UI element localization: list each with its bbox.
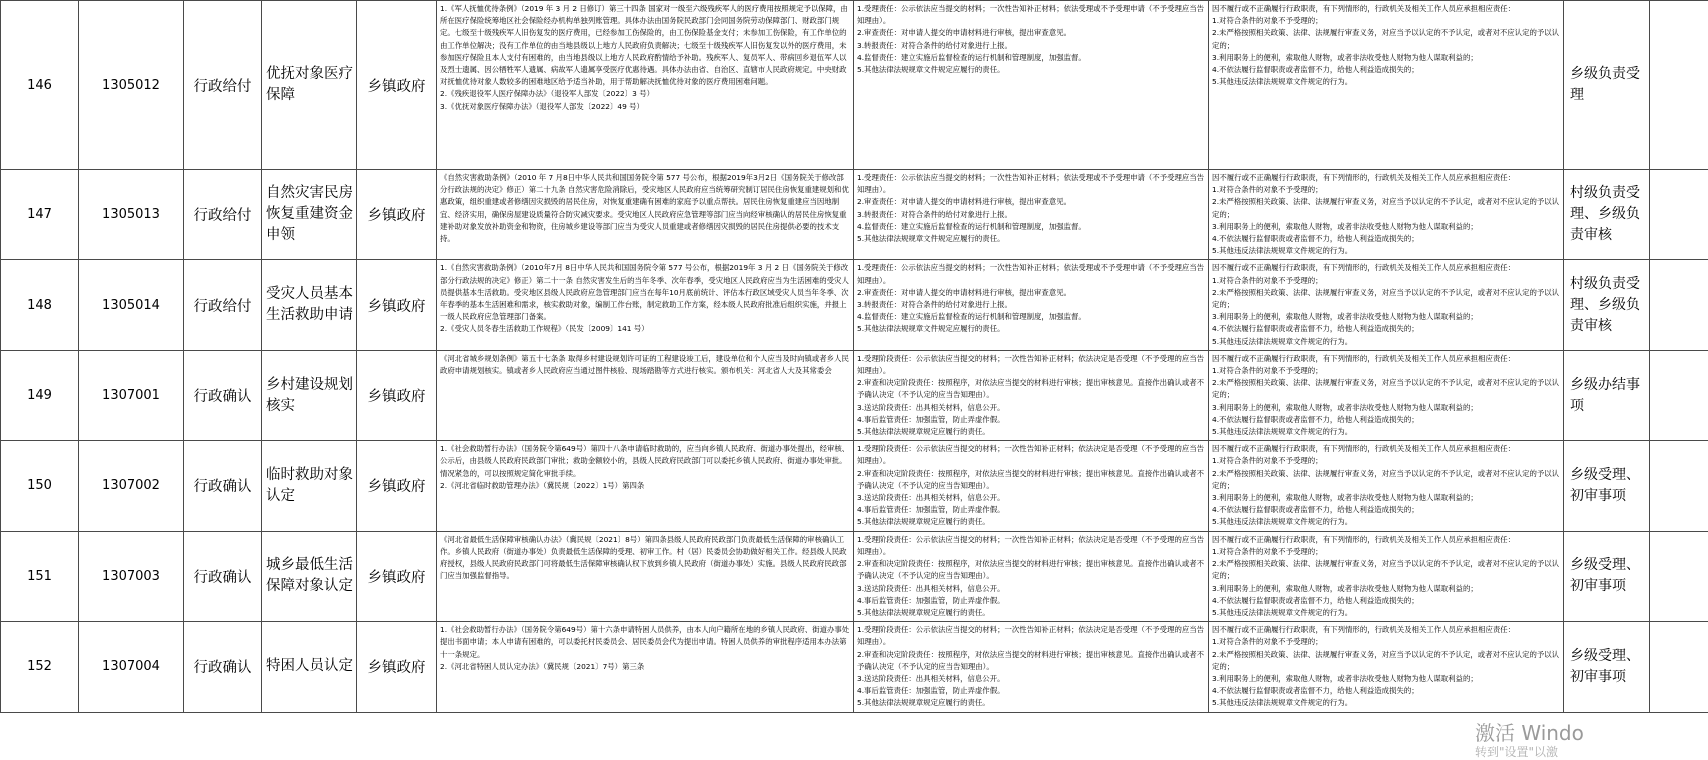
remark: 乡级办结事项 xyxy=(1564,350,1650,440)
table-row xyxy=(1,531,1708,621)
responsibility-items: 1.受理责任：公示依法应当提交的材料；一次性告知补正材料；依法受理或不予受理申请（不予受理应当告知理由）。 2.审查责任：对申请人提交的申请材料进行审核，提出审查意见。 3.转报责任：对符合条件的给付对象进行上报。 4.监督责任：建立实施后监督检查的运行机制和管理制度，加强监督。 5.其他法律法规规章文件规定应履行的责任。 xyxy=(854,170,1209,260)
item-code: 1305014 xyxy=(79,260,184,350)
empty-cell xyxy=(1650,622,1708,712)
row-index: 152 xyxy=(1,622,79,712)
responsibility-items: 1.受理责任：公示依法应当提交的材料；一次性告知补正材料；依法受理或不予受理申请（不予受理应当告知理由）。 2.审查责任：对申请人提交的申请材料进行审核，提出审查意见。 3.转报责任：对符合条件的给付对象进行上报。 4.监督责任：建立实施后监督检查的运行机制和管理制度，加强监督。 5.其他法律法规规章文件规定应履行的责任。 xyxy=(854,260,1209,350)
implementing-body: 乡镇政府 xyxy=(357,260,437,350)
activation-watermark: 激活 Windo xyxy=(1475,717,1584,746)
item-type: 行政给付 xyxy=(184,1,262,170)
item-code: 1307002 xyxy=(79,441,184,531)
remark: 乡级受理、初审事项 xyxy=(1564,441,1650,531)
responsibility-items: 1.受理阶段责任：公示依法应当提交的材料；一次性告知补正材料；依法决定是否受理（不予受理的应当告知理由）。 2.审查和决定阶段责任：按照程序，对依法应当提交的材料进行审核；提出审核意见。直接作出确认或者不予确认决定（不予认定的应当告知理由）。 3.送达阶段责任：出具相关材料，信息公开。 4.事后监管责任：加强监管，防止弄虚作假。 5.其他法律法规规章规定应履行的责任。 xyxy=(854,622,1209,712)
implementing-body: 乡镇政府 xyxy=(357,441,437,531)
remark: 乡级受理、初审事项 xyxy=(1564,531,1650,621)
empty-cell xyxy=(1650,350,1708,440)
item-code: 1305013 xyxy=(79,170,184,260)
implementing-body: 乡镇政府 xyxy=(357,350,437,440)
item-code: 1307004 xyxy=(79,622,184,712)
row-index: 148 xyxy=(1,260,79,350)
item-type: 行政确认 xyxy=(184,622,262,712)
responsibility-items: 1.受理阶段责任：公示依法应当提交的材料；一次性告知补正材料；依法决定是否受理（不予受理的应当告知理由）。 2.审查和决定阶段责任：按照程序，对依法应当提交的材料进行审核；提出审核意见。直接作出确认或者不予确认决定（不予认定的应当告知理由）。 3.送达阶段责任：出具相关材料，信息公开。 4.事后监管责任：加强监管，防止弄虚作假。 5.其他法律法规规章规定应履行的责任。 xyxy=(854,531,1209,621)
table-row xyxy=(1,441,1708,531)
empty-cell xyxy=(1650,170,1708,260)
item-type: 行政给付 xyxy=(184,170,262,260)
item-name: 受灾人员基本生活救助申请 xyxy=(262,260,357,350)
accountability-items: 因不履行或不正确履行行政职责，有下列情形的，行政机关及相关工作人员应承担相应责任： 1.对符合条件的对象不予受理的； 2.未严格按照相关政策、法律、法规履行审查义务，对应当予以认定的不予认定，或者对不应认定的予以认定的； 3.利用职务上的便利，索取他人财物，或者非法收受他人财物为他人谋取利益的； 4.不依法履行监督职责或者监督不力，给他人利益造成损失的； 5.其他违反法律法规规章文件规定的行为。 xyxy=(1209,531,1564,621)
legal-basis: 《河北省城乡规划条例》第五十七条条 取得乡村建设规划许可证的工程建设竣工后，建设单位和个人应当及时向镇或者乡人民政府申请规划核实。镇或者乡人民政府应当通过图件核验、现场踏勘等方式进行核实。颁布机关：河北省人大及其常委会 xyxy=(437,350,854,440)
row-index: 147 xyxy=(1,170,79,260)
item-code: 1307003 xyxy=(79,531,184,621)
legal-basis: 《自然灾害救助条例》（2010 年 7 月8日中华人民共和国国务院令第 577 号公布，根据2019年3月2日《国务院关于修改部分行政法规的决定》修正）第二十九条 自然灾害危险消除后，受灾地区人民政府应当统筹研究制订居民住房恢复重建规划和优惠政策，组织重建或者修缮因灾损毁的居民住房，对恢复重建确有困难的家庭予以重点帮扶。居民住房恢复重建应当因地制宜、经济实用，确保房屋建设质量符合防灾减灾要求。受灾地区人民政府应急管理等部门应当向经审核确认的居民住房恢复重建补助对象发放补助资金和物资，住房城乡建设等部门应当为受灾人员重建或者修缮因灾损毁的居民住房提供必要的技术支持。 xyxy=(437,170,854,260)
table-row xyxy=(1,350,1708,440)
item-name: 乡村建设规划核实 xyxy=(262,350,357,440)
item-type: 行政给付 xyxy=(184,260,262,350)
implementing-body: 乡镇政府 xyxy=(357,170,437,260)
accountability-items: 因不履行或不正确履行行政职责，有下列情形的，行政机关及相关工作人员应承担相应责任： 1.对符合条件的对象不予受理的； 2.未严格按照相关政策、法律、法规履行审查义务，对应当予以认定的不予认定，或者对不应认定的予以认定的； 3.利用职务上的便利，索取他人财物，或者非法收受他人财物为他人谋取利益的； 4.不依法履行监督职责或者监督不力，给他人利益造成损失的； 5.其他违反法律法规规章文件规定的行为。 xyxy=(1209,260,1564,350)
implementing-body: 乡镇政府 xyxy=(357,531,437,621)
accountability-items: 因不履行或不正确履行行政职责，有下列情形的，行政机关及相关工作人员应承担相应责任： 1.对符合条件的对象不予受理的； 2.未严格按照相关政策、法律、法规履行审查义务，对应当予以认定的不予认定，或者对不应认定的予以认定的； 3.利用职务上的便利，索取他人财物，或者非法收受他人财物为他人谋取利益的； 4.不依法履行监督职责或者监督不力，给他人利益造成损失的； 5.其他违反法律法规规章文件规定的行为。 xyxy=(1209,350,1564,440)
accountability-items: 因不履行或不正确履行行政职责，有下列情形的，行政机关及相关工作人员应承担相应责任： 1.对符合条件的对象不予受理的； 2.未严格按照相关政策、法律、法规履行审查义务，对应当予以认定的不予认定，或者对不应认定的予以认定的； 3.利用职务上的便利，索取他人财物，或者非法收受他人财物为他人谋取利益的； 4.不依法履行监督职责或者监督不力，给他人利益造成损失的； 5.其他违反法律法规规章文件规定的行为。 xyxy=(1209,1,1564,170)
item-name: 优抚对象医疗保障 xyxy=(262,1,357,170)
empty-cell xyxy=(1650,1,1708,170)
row-index: 151 xyxy=(1,531,79,621)
remark: 乡级负责受理 xyxy=(1564,1,1650,170)
legal-basis: 1.《社会救助暂行办法》（国务院令第649号）第四十八条申请临时救助的，应当向乡镇人民政府、街道办事处提出，经审核、公示后，由县级人民政府民政部门审批；救助金额较小的，县级人民政府民政部门可以委托乡镇人民政府、街道办事处审批。情况紧急的，可以按照规定简化审批手续。 2.《河北省临时救助管理办法》（冀民规〔2022〕1号）第四条 xyxy=(437,441,854,531)
implementing-body: 乡镇政府 xyxy=(357,1,437,170)
legal-basis: 1.《社会救助暂行办法》（国务院令第649号）第十六条申请特困人员供养，由本人向户籍所在地的乡镇人民政府、街道办事处提出书面申请；本人申请有困难的，可以委托村民委员会、居民委员会代为提出申请。特困人员供养的审批程序适用本办法第十一条规定。 2.《河北省特困人员认定办法》（冀民规〔2021〕7号）第三条 xyxy=(437,622,854,712)
table-row xyxy=(1,170,1708,260)
legal-basis: 1.《军人抚恤优待条例》（2019 年 3 月 2 日修订）第三十四条 国家对一级至六级残疾军人的医疗费用按照规定予以保障，由所在医疗保险统筹地区社会保险经办机构单独列账管理。具体办法由国务院民政部门会同国务院劳动保障部门、财政部门规定。七级至十级残疾军人旧伤复发的医疗费用，已经参加工伤保险的，由工伤保险基金支付；未参加工伤保险，有工作单位的由工作单位解决；没有工作单位的由当地县级以上地方人民政府负责解决；七级至十级残疾军人旧伤复发以外的医疗费用，未参加医疗保险且本人支付有困难的，由当地县级以上地方人民政府酌情给予补助。残疾军人、复员军人、带病回乡退伍军人以及烈士遗属、因公牺牲军人遗属、病故军人遗属享受医疗优惠待遇。具体办法由省、自治区、直辖市人民政府规定。中央财政对抚恤优待对象人数较多的困难地区给予适当补助，用于帮助解决抚恤优待对象的医疗费用困难问题。 2.《残疾退役军人医疗保障办法》（退役军人部发〔2022〕3 号） 3.《优抚对象医疗保障办法》（退役军人部发〔2022〕49 号） xyxy=(437,1,854,170)
responsibility-items: 1.受理阶段责任：公示依法应当提交的材料；一次性告知补正材料；依法决定是否受理（不予受理的应当告知理由）。 2.审查和决定阶段责任：按照程序，对依法应当提交的材料进行审核；提出审核意见。直接作出确认或者不予确认决定（不予认定的应当告知理由）。 3.送达阶段责任：出具相关材料，信息公开。 4.事后监管责任：加强监管，防止弄虚作假。 5.其他法律法规规章规定应履行的责任。 xyxy=(854,350,1209,440)
table-row xyxy=(1,622,1708,712)
item-type: 行政确认 xyxy=(184,350,262,440)
remark: 乡级受理、初审事项 xyxy=(1564,622,1650,712)
accountability-items: 因不履行或不正确履行行政职责，有下列情形的，行政机关及相关工作人员应承担相应责任： 1.对符合条件的对象不予受理的； 2.未严格按照相关政策、法律、法规履行审查义务，对应当予以认定的不予认定，或者对不应认定的予以认定的； 3.利用职务上的便利，索取他人财物，或者非法收受他人财物为他人谋取利益的； 4.不依法履行监督职责或者监督不力，给他人利益造成损失的； 5.其他违反法律法规规章文件规定的行为。 xyxy=(1209,170,1564,260)
responsibility-items: 1.受理阶段责任：公示依法应当提交的材料；一次性告知补正材料；依法决定是否受理（不予受理的应当告知理由）。 2.审查和决定阶段责任：按照程序，对依法应当提交的材料进行审核；提出审核意见。直接作出确认或者不予确认决定（不予认定的应当告知理由）。 3.送达阶段责任：出具相关材料，信息公开。 4.事后监管责任：加强监管，防止弄虚作假。 5.其他法律法规规章规定应履行的责任。 xyxy=(854,441,1209,531)
item-code: 1305012 xyxy=(79,1,184,170)
legal-basis: 《河北省最低生活保障审核确认办法》（冀民规〔2021〕8号）第四条县级人民政府民政部门负责最低生活保障的审核确认工作。乡镇人民政府（街道办事处）负责最低生活保障的受理、初审工作。村（居）民委员会协助做好相关工作。经县级人民政府授权，县级人民政府民政部门可将最低生活保障审核确认权下放到乡镇人民政府（街道办事处）实施。县级人民政府民政部门应当加强监督指导。 xyxy=(437,531,854,621)
row-index: 149 xyxy=(1,350,79,440)
row-index: 146 xyxy=(1,1,79,170)
legal-basis: 1.《自然灾害救助条例》（2010年7月 8日中华人民共和国国务院令第 577 号公布，根据2019年 3 月 2 日《国务院关于修改部分行政法规的决定》修正）第二十一条 自然灾害发生后的当年冬季、次年春季，受灾地区人民政府应当为生活困难的受灾人员提供基本生活救助。受灾地区县级人民政府应急管理部门应当在每年10月底前统计、评估本行政区域受灾人员当年冬季、次年春季的基本生活困难和需求，核实救助对象，编制工作台账，制定救助工作方案，经本级人民政府批准后组织实施，并报上一级人民政府应急管理部门备案。 2.《受灾人员冬春生活救助工作规程》（民发〔2009〕141 号） xyxy=(437,260,854,350)
item-name: 临时救助对象认定 xyxy=(262,441,357,531)
item-name: 自然灾害民房恢复重建资金申领 xyxy=(262,170,357,260)
empty-cell xyxy=(1650,441,1708,531)
remark: 村级负责受理、乡级负责审核 xyxy=(1564,170,1650,260)
item-type: 行政确认 xyxy=(184,441,262,531)
accountability-items: 因不履行或不正确履行行政职责，有下列情形的，行政机关及相关工作人员应承担相应责任： 1.对符合条件的对象不予受理的； 2.未严格按照相关政策、法律、法规履行审查义务，对应当予以认定的不予认定，或者对不应认定的予以认定的； 3.利用职务上的便利，索取他人财物，或者非法收受他人财物为他人谋取利益的； 4.不依法履行监督职责或者监督不力，给他人利益造成损失的； 5.其他违反法律法规规章文件规定的行为。 xyxy=(1209,441,1564,531)
row-index: 150 xyxy=(1,441,79,531)
remark: 村级负责受理、乡级负责审核 xyxy=(1564,260,1650,350)
item-code: 1307001 xyxy=(79,350,184,440)
responsibility-items: 1.受理责任：公示依法应当提交的材料；一次性告知补正材料；依法受理或不予受理申请（不予受理应当告知理由）。 2.审查责任：对申请人提交的申请材料进行审核，提出审查意见。 3.转报责任：对符合条件的给付对象进行上报。 4.监督责任：建立实施后监督检查的运行机制和管理制度，加强监督。 5.其他法律法规规章文件规定应履行的责任。 xyxy=(854,1,1209,170)
empty-cell xyxy=(1650,260,1708,350)
table-row xyxy=(1,1,1708,170)
item-name: 城乡最低生活保障对象认定 xyxy=(262,531,357,621)
activation-watermark-subtext: 转到"设置"以激 xyxy=(1475,743,1558,760)
item-name: 特困人员认定 xyxy=(262,622,357,712)
accountability-items: 因不履行或不正确履行行政职责，有下列情形的，行政机关及相关工作人员应承担相应责任： 1.对符合条件的对象不予受理的； 2.未严格按照相关政策、法律、法规履行审查义务，对应当予以认定的不予认定，或者对不应认定的予以认定的； 3.利用职务上的便利，索取他人财物，或者非法收受他人财物为他人谋取利益的； 4.不依法履行监督职责或者监督不力，给他人利益造成损失的； 5.其他违反法律法规规章文件规定的行为。 xyxy=(1209,622,1564,712)
implementing-body: 乡镇政府 xyxy=(357,622,437,712)
empty-cell xyxy=(1650,531,1708,621)
table-row xyxy=(1,260,1708,350)
item-type: 行政确认 xyxy=(184,531,262,621)
